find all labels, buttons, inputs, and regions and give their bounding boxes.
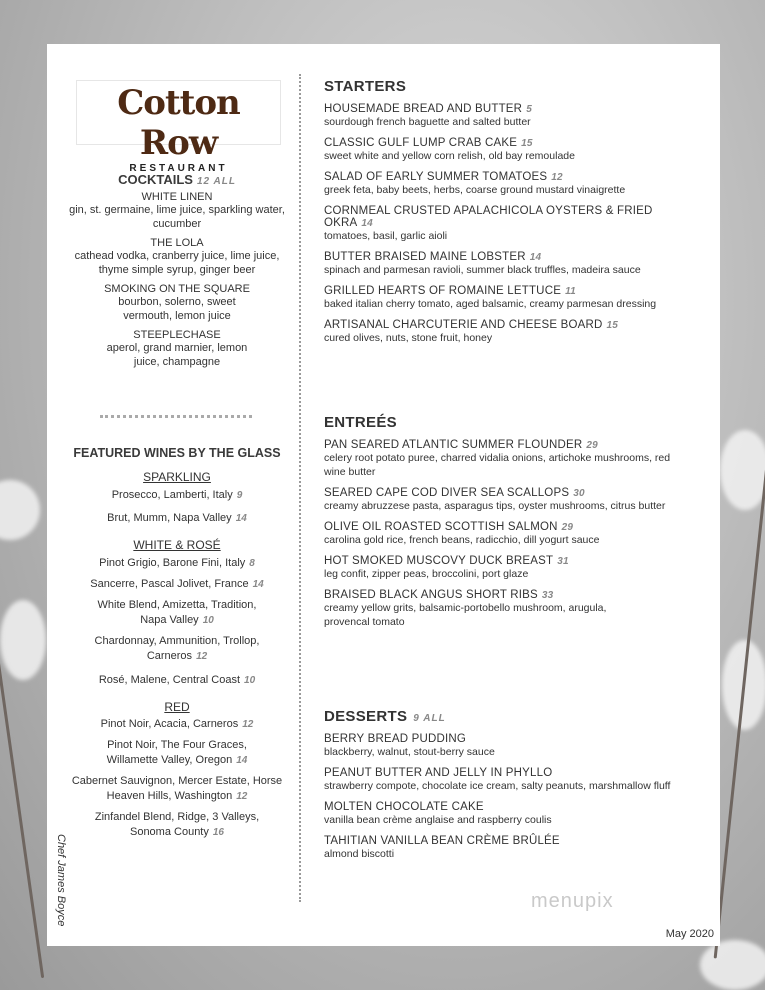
wine-price: 16 xyxy=(212,827,224,838)
menu-item xyxy=(324,205,704,243)
item-desc: baked italian cherry tomato, aged balsamic, creamy parmesan dressing xyxy=(324,298,657,310)
wine-name: Pinot Grigio, Barone Fini, Italy xyxy=(99,557,246,569)
menu-item xyxy=(324,103,704,129)
item-desc: sourdough french baguette and salted butter xyxy=(324,116,531,128)
wine-name: White Blend, Amizetta, Tradition, Napa Valley xyxy=(97,599,257,626)
chef-name: Chef James Boyce xyxy=(55,834,67,927)
wine-name: Pinot Noir, Acacia, Carneros xyxy=(100,718,239,730)
cocktail-name: WHITE LINEN xyxy=(141,191,213,203)
item-desc: strawberry compote, chocolate ice cream, salty peanuts, marshmallow fluff xyxy=(324,780,671,792)
item-desc: creamy abruzzese pasta, asparagus tips, oyster mushrooms, citrus butter xyxy=(324,500,666,512)
wines-section xyxy=(65,446,289,840)
wine-name: Cabernet Sauvignon, Mercer Estate, Horse Heaven Hills, Washington xyxy=(71,775,283,802)
item-name: SALAD OF EARLY SUMMER TOMATOES xyxy=(324,171,548,183)
cocktail-item xyxy=(65,191,289,231)
item-price: 31 xyxy=(557,556,569,567)
wine-item xyxy=(65,556,289,571)
wine-price: 12 xyxy=(242,719,254,730)
cocktails-title: COCKTAILS xyxy=(118,172,193,187)
menu-item xyxy=(324,835,704,861)
item-name: PAN SEARED ATLANTIC SUMMER FLOUNDER xyxy=(324,439,583,451)
wine-name: Pinot Noir, The Four Graces, Willamette Valley, Oregon xyxy=(106,739,247,766)
desserts-price: 9 ALL xyxy=(413,713,446,724)
menu-item xyxy=(324,801,704,827)
cocktail-item xyxy=(65,237,289,277)
section-divider xyxy=(100,415,252,418)
item-name: ARTISANAL CHARCUTERIE AND CHEESE BOARD xyxy=(324,319,603,331)
wine-price: 8 xyxy=(249,558,255,569)
menu-item xyxy=(324,589,704,629)
wine-name: Prosecco, Lamberti, Italy xyxy=(111,489,233,501)
item-name: CLASSIC GULF LUMP CRAB CAKE xyxy=(324,137,518,149)
wine-name: Brut, Mumm, Napa Valley xyxy=(107,512,232,524)
menu-item xyxy=(324,171,704,197)
item-desc: blackberry, walnut, stout-berry sauce xyxy=(324,746,495,758)
watermark: menupix xyxy=(531,890,614,912)
item-price: 29 xyxy=(561,522,574,533)
cotton-flower-decoration xyxy=(700,940,765,990)
menu-date: May 2020 xyxy=(665,928,714,940)
item-price: 15 xyxy=(521,138,533,149)
wine-price: 10 xyxy=(244,675,256,686)
item-desc: tomatoes, basil, garlic aioli xyxy=(324,230,448,242)
cotton-flower-decoration xyxy=(720,430,765,510)
wine-item xyxy=(65,810,289,840)
wine-price: 9 xyxy=(236,490,243,501)
chef-credit xyxy=(53,834,67,944)
item-price: 15 xyxy=(606,320,619,331)
wine-name: Chardonnay, Ammunition, Trollop, Carneros xyxy=(94,635,260,662)
item-desc: creamy yellow grits, balsamic-portobello mushroom, arugula, provencal tomato xyxy=(324,602,607,628)
menu-item xyxy=(324,137,704,163)
wine-item xyxy=(65,738,289,768)
wine-item xyxy=(65,774,289,804)
item-price: 33 xyxy=(541,590,554,601)
wine-item xyxy=(65,634,289,664)
item-name: BUTTER BRAISED MAINE LOBSTER xyxy=(324,251,526,263)
cocktail-desc: gin, st. germaine, lime juice, sparkling water, cucumber xyxy=(69,204,285,230)
wine-item xyxy=(65,598,289,628)
menu-item xyxy=(324,555,704,581)
wine-price: 14 xyxy=(235,513,247,524)
cotton-flower-decoration xyxy=(0,600,46,680)
item-desc: greek feta, baby beets, herbs, coarse ground mustard vinaigrette xyxy=(324,184,626,196)
wine-item xyxy=(65,577,289,592)
cocktail-name: SMOKING ON THE SQUARE xyxy=(104,283,250,295)
cocktails-heading xyxy=(65,172,289,187)
item-price: 30 xyxy=(573,488,585,499)
menu-item xyxy=(324,251,704,277)
item-desc: vanilla bean crème anglaise and raspberry coulis xyxy=(324,814,552,826)
menu-item xyxy=(324,733,704,759)
cocktails-price: 12 ALL xyxy=(196,176,236,187)
wine-item xyxy=(65,511,289,526)
wine-item xyxy=(65,488,289,503)
cotton-flower-decoration xyxy=(0,480,40,540)
item-price: 12 xyxy=(551,172,563,183)
wine-price: 14 xyxy=(252,579,264,590)
item-name: MOLTEN CHOCOLATE CAKE xyxy=(324,801,484,813)
item-name: OLIVE OIL ROASTED SCOTTISH SALMON xyxy=(324,521,558,533)
menu-item xyxy=(324,439,704,479)
desserts-section xyxy=(324,708,704,861)
wine-category: RED xyxy=(164,700,190,714)
wine-name: Rosé, Malene, Central Coast xyxy=(98,674,241,686)
wine-price: 12 xyxy=(236,791,248,802)
menu-item xyxy=(324,319,704,345)
item-name: GRILLED HEARTS OF ROMAINE LETTUCE xyxy=(324,285,562,297)
wine-category: WHITE & ROSÉ xyxy=(133,538,221,552)
item-desc: almond biscotti xyxy=(324,848,395,860)
item-name: TAHITIAN VANILLA BEAN CRÈME BRÛLÉE xyxy=(324,835,560,847)
menu-item xyxy=(324,285,704,311)
cocktail-desc: bourbon, solerno, sweet vermouth, lemon juice xyxy=(118,296,236,322)
wine-price: 14 xyxy=(236,755,248,766)
wine-name: Zinfandel Blend, Ridge, 3 Valleys, Sonoma County xyxy=(94,811,260,838)
item-name: CORNMEAL CRUSTED APALACHICOLA OYSTERS & FRIED OKRA xyxy=(324,205,653,229)
item-name: PEANUT BUTTER AND JELLY IN PHYLLO xyxy=(324,767,553,779)
cocktail-item xyxy=(65,283,289,323)
item-price: 14 xyxy=(361,218,373,229)
item-desc: carolina gold rice, french beans, radicchio, dill yogurt sauce xyxy=(324,534,600,546)
item-name: BRAISED BLACK ANGUS SHORT RIBS xyxy=(324,589,538,601)
wine-price: 10 xyxy=(202,615,214,626)
desserts-title: DESSERTS xyxy=(324,708,408,725)
wines-heading: FEATURED WINES BY THE GLASS xyxy=(73,446,281,460)
cocktail-item xyxy=(65,329,289,369)
starters-section xyxy=(324,78,704,345)
menu-item xyxy=(324,767,704,793)
item-desc: celery root potato puree, charred vidalia onions, artichoke mushrooms, red wine butter xyxy=(324,452,671,478)
cocktail-name: STEEPLECHASE xyxy=(133,329,221,341)
wine-price: 12 xyxy=(196,651,208,662)
item-name: HOT SMOKED MUSCOVY DUCK BREAST xyxy=(324,555,554,567)
wine-category: SPARKLING xyxy=(143,470,211,484)
entrees-heading: ENTREÉS xyxy=(324,414,397,431)
column-divider xyxy=(299,74,301,902)
cocktail-desc: aperol, grand marnier, lemon juice, champagne xyxy=(106,342,248,368)
item-name: SEARED CAPE COD DIVER SEA SCALLOPS xyxy=(324,487,570,499)
item-name: HOUSEMADE BREAD AND BUTTER xyxy=(324,103,523,115)
wine-item xyxy=(65,673,289,688)
menu-page xyxy=(47,44,720,946)
logo-name: Cotton Row xyxy=(117,83,240,163)
item-desc: leg confit, zipper peas, broccolini, port glaze xyxy=(324,568,529,580)
wine-name: Sancerre, Pascal Jolivet, France xyxy=(90,578,249,590)
cocktails-section xyxy=(65,172,289,369)
item-price: 11 xyxy=(565,286,576,297)
desserts-heading xyxy=(324,708,704,725)
item-desc: spinach and parmesan ravioli, summer black truffles, madeira sauce xyxy=(324,264,641,276)
item-price: 14 xyxy=(529,252,542,263)
cocktail-name: THE LOLA xyxy=(150,237,204,249)
item-price: 29 xyxy=(586,440,598,451)
item-desc: sweet white and yellow corn relish, old bay remoulade xyxy=(324,150,575,162)
restaurant-logo xyxy=(76,80,281,174)
starters-heading: STARTERS xyxy=(324,78,407,95)
wine-item xyxy=(65,717,289,732)
item-price: 5 xyxy=(526,104,532,115)
item-desc: cured olives, nuts, stone fruit, honey xyxy=(324,332,493,344)
menu-item xyxy=(324,487,704,513)
menu-item xyxy=(324,521,704,547)
item-name: BERRY BREAD PUDDING xyxy=(324,733,467,745)
logo-subtitle: RESTAURANT xyxy=(129,163,228,174)
cocktail-desc: cathead vodka, cranberry juice, lime juice, thyme simple syrup, ginger beer xyxy=(74,250,280,276)
entrees-section xyxy=(324,414,704,629)
